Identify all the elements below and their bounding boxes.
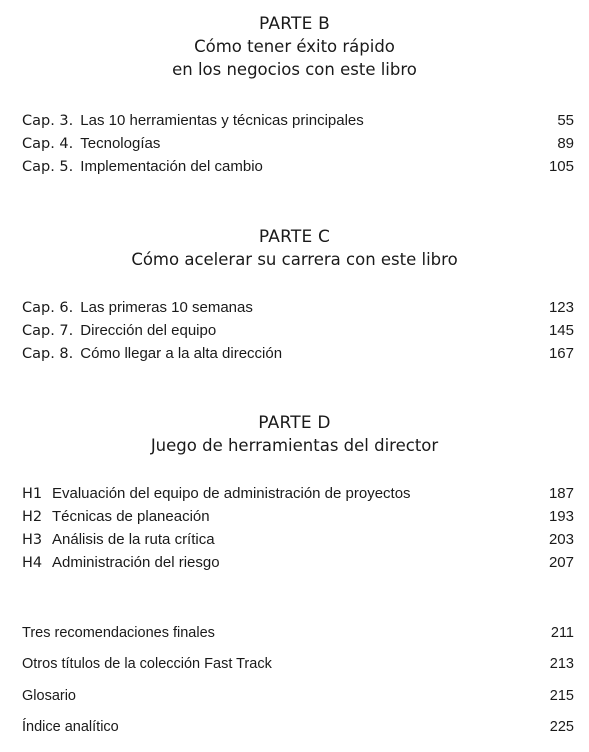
- part-c-heading: [0, 227, 589, 271]
- tool-number: H3: [22, 532, 43, 548]
- toc-entry-cap-4[interactable]: [22, 134, 574, 154]
- page-number: 225: [549, 719, 574, 735]
- tool-title: Administración del riesgo: [52, 554, 220, 571]
- toc-entry-cap-8[interactable]: [22, 344, 574, 364]
- chapter-title: Las 10 herramientas y técnicas principales: [80, 112, 364, 129]
- part-b-heading: [0, 14, 589, 81]
- part-title: PARTE D: [258, 413, 331, 433]
- entry-title: Glosario: [22, 688, 76, 704]
- page-number: 105: [548, 158, 574, 175]
- tool-number: H1: [22, 486, 43, 502]
- chapter-number: Cap. 3.: [22, 113, 74, 129]
- toc-entry-cap-3[interactable]: [22, 111, 574, 131]
- toc-entry-indice[interactable]: [22, 717, 574, 737]
- part-subtitle: Cómo tener éxito rápido: [194, 37, 395, 56]
- part-title: PARTE B: [259, 14, 330, 34]
- page-number: 213: [549, 656, 574, 672]
- toc-entry-h2[interactable]: [22, 507, 574, 527]
- page-number: 215: [549, 688, 574, 704]
- entry-title: Tres recomendaciones finales: [22, 625, 215, 641]
- chapter-title: Las primeras 10 semanas: [80, 299, 253, 316]
- page-number: 203: [548, 531, 574, 548]
- chapter-title: Dirección del equipo: [80, 322, 217, 339]
- toc-entry-otros-titulos[interactable]: [22, 654, 574, 674]
- chapter-number: Cap. 8.: [22, 346, 74, 362]
- page-number: 167: [548, 345, 574, 362]
- entry-title: Índice analítico: [22, 719, 119, 735]
- part-subtitle: Cómo acelerar su carrera con este libro: [131, 250, 458, 269]
- part-d-heading: [0, 413, 589, 457]
- chapter-number: Cap. 6.: [22, 300, 74, 316]
- page-number: 123: [548, 299, 574, 316]
- page-number: 55: [557, 112, 574, 129]
- tool-title: Técnicas de planeación: [52, 508, 210, 525]
- toc-entry-recomendaciones[interactable]: [22, 623, 574, 643]
- page-number: 89: [557, 135, 574, 152]
- tool-title: Evaluación del equipo de administración de proyectos: [52, 485, 411, 502]
- page-number: 211: [550, 625, 574, 641]
- toc-entry-cap-6[interactable]: [22, 298, 574, 318]
- chapter-title: Implementación del cambio: [80, 158, 263, 175]
- chapter-title: Tecnologías: [80, 135, 161, 152]
- tool-number: H4: [22, 555, 43, 571]
- chapter-title: Cómo llegar a la alta dirección: [80, 345, 283, 362]
- part-subtitle: Juego de herramientas del director: [150, 436, 439, 455]
- chapter-number: Cap. 4.: [22, 136, 74, 152]
- page-number: 145: [548, 322, 574, 339]
- page-number: 187: [548, 485, 574, 502]
- toc-entry-cap-7[interactable]: [22, 321, 574, 341]
- page-number: 193: [548, 508, 574, 525]
- toc-entry-h4[interactable]: [22, 553, 574, 573]
- toc-entry-h3[interactable]: [22, 530, 574, 550]
- tool-number: H2: [22, 509, 43, 525]
- chapter-number: Cap. 7.: [22, 323, 74, 339]
- toc-entry-h1[interactable]: [22, 484, 574, 504]
- chapter-number: Cap. 5.: [22, 159, 74, 175]
- page-number: 207: [548, 554, 574, 571]
- part-subtitle: en los negocios con este libro: [172, 60, 417, 79]
- toc-entry-glosario[interactable]: [22, 686, 574, 706]
- toc-entry-cap-5[interactable]: [22, 157, 574, 177]
- entry-title: Otros títulos de la colección Fast Track: [22, 656, 272, 672]
- tool-title: Análisis de la ruta crítica: [52, 531, 215, 548]
- part-title: PARTE C: [258, 227, 331, 247]
